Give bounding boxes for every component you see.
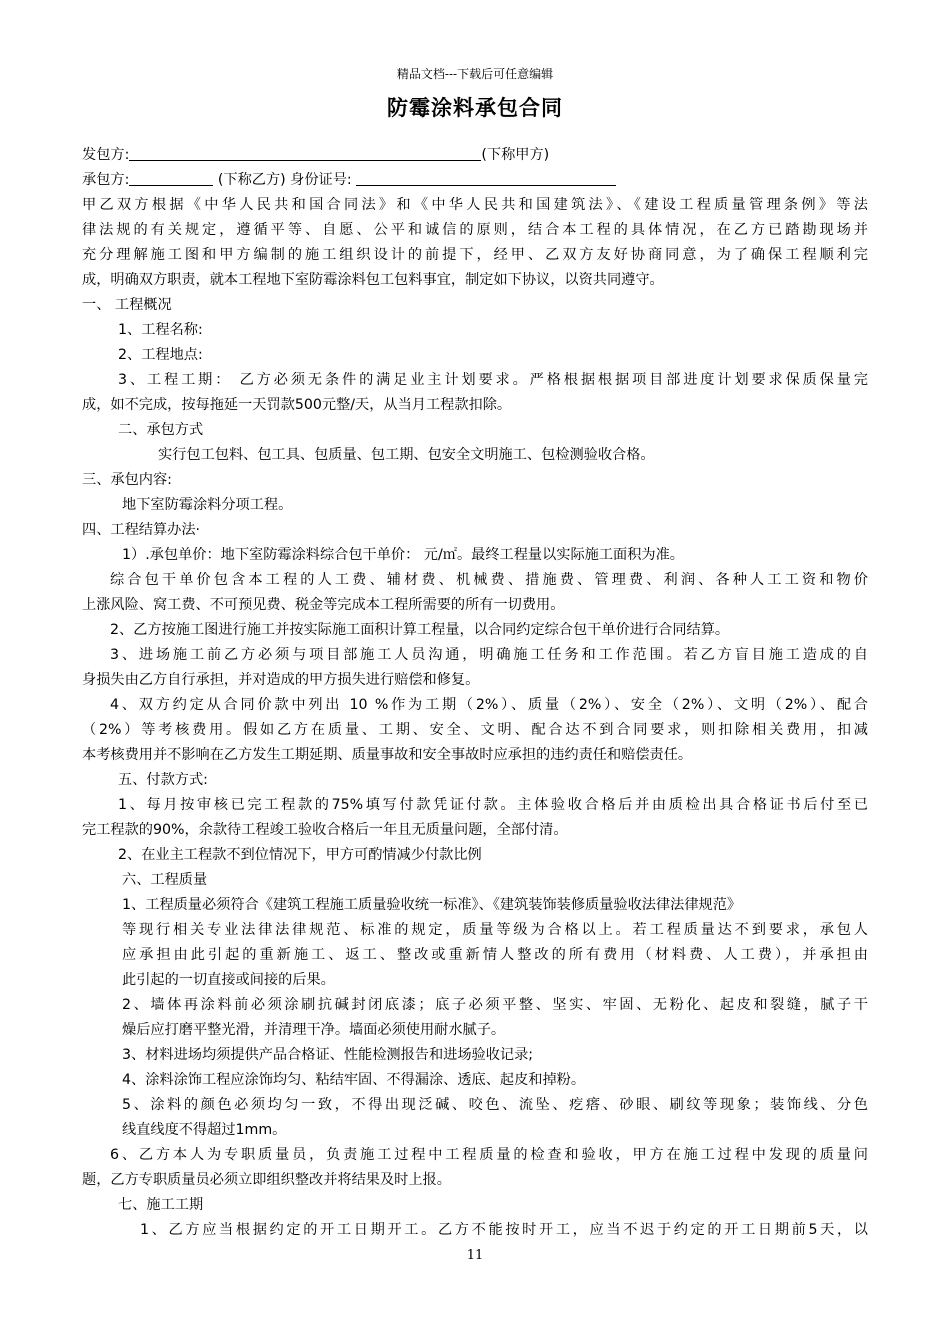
contract-body bbox=[82, 143, 868, 1243]
paragraph-line: 4、涂料涂饰工程应涂饰均匀、粘结牢固、不得漏涂、透底、起皮和掉粉。 bbox=[122, 1072, 586, 1088]
header-note: 精品文档---下载后可任意编辑 bbox=[396, 67, 554, 81]
section-heading: 三、承包内容: bbox=[82, 472, 172, 488]
paragraph-line: 上涨风险、窝工费、不可预见费、税金等完成本工程所需要的所有一切费用。 bbox=[82, 597, 565, 613]
paragraph-line: 题，乙方专职质量员必须立即组织整改并将结果及时上报。 bbox=[82, 1172, 451, 1188]
paragraph-line: 2、墙体再涂料前必须涂刷抗碱封闭底漆；底子必须平整、坚实、牢固、无粉化、起皮和裂缝，腻子干 bbox=[122, 997, 868, 1013]
project-location: 2、工程地点: bbox=[118, 347, 203, 363]
contract-mode: 实行包工包料、包工具、包质量、包工期、包安全文明施工、包检测验收合格。 bbox=[158, 447, 655, 463]
paragraph-line: 完工程款的90%，余款待工程竣工验收合格后一年且无质量问题，全部付清。 bbox=[82, 822, 568, 838]
paragraph-line: 2、乙方按施工图进行施工并按实际施工面积计算工程量，以合同约定综合包干单价进行合同结算。 bbox=[110, 622, 730, 638]
party-a-blank[interactable] bbox=[129, 143, 481, 161]
project-period: 成，如不完成，按每拖延一天罚款500元整/天，从当月工程款扣除。 bbox=[82, 397, 512, 413]
paragraph-line: 1、工程质量必须符合《建筑工程施工质量验收统一标准》、《建筑装饰装修质量验收法律法律规范》 bbox=[122, 897, 742, 913]
paragraph-line: 2、在业主工程款不到位情况下，甲方可酌情减少付款比例 bbox=[118, 847, 482, 863]
paragraph-line: 综合包干单价包含本工程的人工费、辅材费、机械费、措施费、管理费、利润、各种人工工资和物价 bbox=[110, 572, 868, 588]
preamble-line: 甲乙双方根据《中华人民共和国合同法》和《中华人民共和国建筑法》、《建设工程质量管理条例》等法 bbox=[82, 197, 868, 213]
id-number-blank[interactable] bbox=[356, 168, 616, 186]
section-heading: 七、施工工期 bbox=[118, 1197, 204, 1213]
paragraph-line: 身损失由乙方自行承担，并对造成的甲方损失进行赔偿和修复。 bbox=[82, 672, 480, 688]
paragraph-line: 燥后应打磨平整光滑，并清理干净。墙面必须使用耐水腻子。 bbox=[122, 1022, 506, 1038]
paragraph-line: 1、每月按审核已完工程款的75%填写付款凭证付款。主体验收合格后并由质检出具合格证书后付至已 bbox=[118, 797, 868, 813]
paragraph-line: 3、材料进场均须提供产品合格证、性能检测报告和进场验收记录; bbox=[122, 1047, 534, 1063]
paragraph-line: 3、进场施工前乙方必须与项目部施工人员沟通，明确施工任务和工作范围。若乙方盲目施工造成的自 bbox=[110, 647, 868, 663]
section-heading: 四、工程结算办法· bbox=[82, 522, 201, 538]
paragraph-line: 5、涂料的颜色必须均匀一致，不得出现泛碱、咬色、流坠、疙瘩、砂眼、刷纹等现象；装饰线、分色 bbox=[122, 1097, 868, 1113]
party-a-line bbox=[82, 143, 868, 168]
party-b-label: 承包方: bbox=[82, 172, 130, 188]
paragraph-line: （2%）等考核费用。假如乙方在质量、工期、安全、文明、配合达不到合同要求，则扣除相关费用，扣减 bbox=[82, 722, 868, 738]
paragraph-line: 此引起的一切直接或间接的后果。 bbox=[122, 972, 335, 988]
party-a-label: 发包方: bbox=[82, 147, 130, 163]
preamble-line: 成，明确双方职责，就本工程地下室防霉涂料包工包料事宜，制定如下协议，以资共同遵守。 bbox=[82, 272, 664, 288]
party-b-blank[interactable] bbox=[129, 168, 213, 186]
page-number: 11 bbox=[466, 1248, 484, 1263]
party-b-line bbox=[82, 168, 868, 193]
party-b-mid: (下称乙方) 身份证号: bbox=[213, 172, 357, 188]
paragraph-line: 本考核费用并不影响在乙方发生工期延期、质量事故和安全事故时应承担的违约责任和赔偿责任。 bbox=[82, 747, 693, 763]
unit-price-line: 1）.承包单价：地下室防霉涂料综合包干单价： 元/㎡。最终工程量以实际施工面积为准。 bbox=[122, 547, 684, 563]
paragraph-line: 线直线度不得超过1mm。 bbox=[122, 1122, 287, 1138]
paragraph-line: 4、双方约定从合同价款中列出 10 %作为工期（2%）、质量（2%）、安全（2%）、文明（2%）、配合 bbox=[110, 697, 868, 713]
party-a-suffix: (下称甲方) bbox=[481, 147, 550, 163]
section-heading: 六、工程质量 bbox=[122, 872, 208, 888]
paragraph-line: 1、乙方应当根据约定的开工日期开工。乙方不能按时开工，应当不迟于约定的开工日期前5天，以 bbox=[140, 1222, 868, 1238]
contract-content: 地下室防霉涂料分项工程。 bbox=[122, 497, 293, 513]
project-name: 1、工程名称: bbox=[118, 322, 203, 338]
document-title: 防霉涂料承包合同 bbox=[387, 95, 563, 120]
paragraph-line: 应承担由此引起的重新施工、返工、整改或重新情人整改的所有费用（材料费、人工费），并承担由 bbox=[122, 947, 868, 963]
preamble-line: 充分理解施工图和甲方编制的施工组织设计的前提下，经甲、乙双方友好协商同意，为了确保工程顺利完 bbox=[82, 247, 868, 263]
project-period: 3、工程工期： 乙方必须无条件的满足业主计划要求。严格根据根据项目部进度计划要求保质保量完 bbox=[118, 372, 868, 388]
paragraph-line: 6、乙方本人为专职质量员，负责施工过程中工程质量的检查和验收，甲方在施工过程中发现的质量问 bbox=[110, 1147, 868, 1163]
section-heading: 五、付款方式: bbox=[118, 772, 208, 788]
paragraph-line: 等现行相关专业法律法律规范、标准的规定，质量等级为合格以上。若工程质量达不到要求，承包人 bbox=[122, 922, 868, 938]
preamble-line: 律法规的有关规定，遵循平等、自愿、公平和诚信的原则，结合本工程的具体情况，在乙方已踏勘现场并 bbox=[82, 222, 868, 238]
section-heading: 二、承包方式 bbox=[118, 422, 204, 438]
section-heading: 一、 工程概况 bbox=[82, 297, 172, 313]
